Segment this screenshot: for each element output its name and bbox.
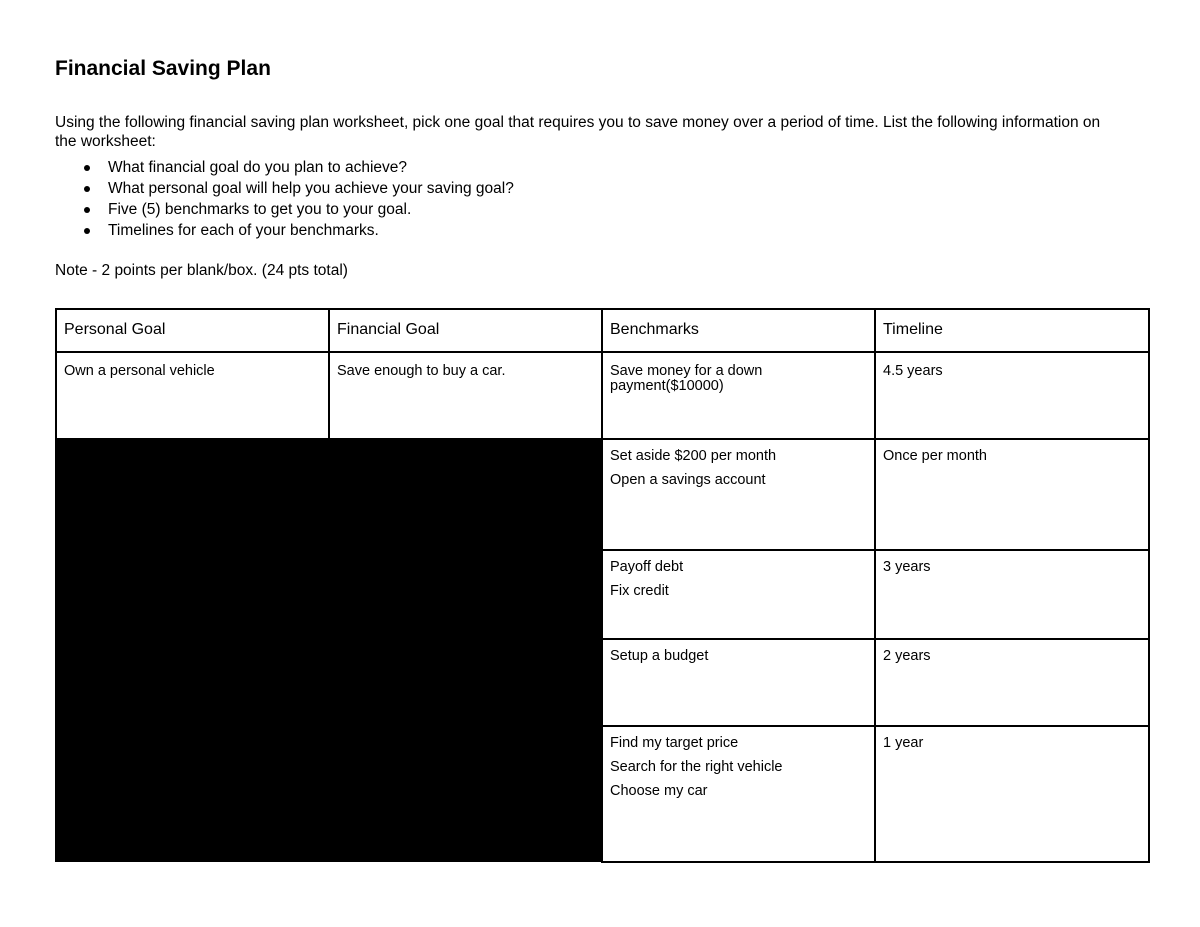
list-item-text: What financial goal do you plan to achieve? [108,159,408,176]
cell-text: Save money for a down [610,363,763,379]
cell-text: Find my target price [610,735,739,751]
list-item [55,178,514,199]
financial-goal-cell[interactable] [329,352,602,439]
cell-text: Fix credit [610,583,669,599]
timeline-cell[interactable] [875,439,1149,550]
header-personal-goal: Personal Goal [56,309,329,352]
benchmark-cell[interactable] [602,439,875,550]
list-item [55,199,514,220]
table-row [56,352,1149,439]
grading-note: Note - 2 points per blank/box. (24 pts total) [55,262,348,279]
cell-text: 2 years [883,648,931,664]
header-financial-goal: Financial Goal [329,309,602,352]
table-header-row [56,309,1149,352]
cell-text: payment($10000) [610,378,724,394]
bullet-icon [84,186,90,192]
cell-text: Open a savings account [610,472,766,488]
list-item [55,220,514,241]
cell-text: Setup a budget [610,648,709,664]
bullet-icon [84,165,90,171]
cell-text: Once per month [883,448,987,464]
cell-text: Set aside $200 per month [610,448,777,464]
list-item [55,157,514,178]
cell-text: Choose my car [610,783,708,799]
header-benchmarks: Benchmarks [602,309,875,352]
redacted-block [56,439,602,862]
instructions-text: Using the following financial saving plan worksheet, pick one goal that requires you to save money over a period of time. List the following information on the worksheet: [55,114,1101,150]
benchmark-cell[interactable] [602,352,875,439]
timeline-cell[interactable] [875,726,1149,862]
saving-plan-table [55,308,1150,863]
cell-text: Own a personal vehicle [64,363,215,379]
requirements-list [55,157,514,241]
header-timeline: Timeline [875,309,1149,352]
benchmark-cell[interactable] [602,639,875,726]
cell-text: Search for the right vehicle [610,759,783,775]
document-title: Financial Saving Plan [55,57,271,80]
cell-text: 4.5 years [883,363,943,379]
cell-text: 1 year [883,735,924,751]
bullet-icon [84,207,90,213]
benchmark-cell[interactable] [602,550,875,639]
list-item-text: What personal goal will help you achieve your saving goal? [108,180,514,197]
cell-text: 3 years [883,559,931,575]
bullet-icon [84,228,90,234]
benchmark-cell[interactable] [602,726,875,862]
cell-text: Save enough to buy a car. [337,363,506,379]
timeline-cell[interactable] [875,639,1149,726]
list-item-text: Timelines for each of your benchmarks. [108,222,379,239]
personal-goal-cell[interactable] [56,352,329,439]
cell-text: Payoff debt [610,559,684,575]
list-item-text: Five (5) benchmarks to get you to your goal. [108,201,412,218]
timeline-cell[interactable] [875,550,1149,639]
table-row [56,439,1149,550]
timeline-cell[interactable] [875,352,1149,439]
